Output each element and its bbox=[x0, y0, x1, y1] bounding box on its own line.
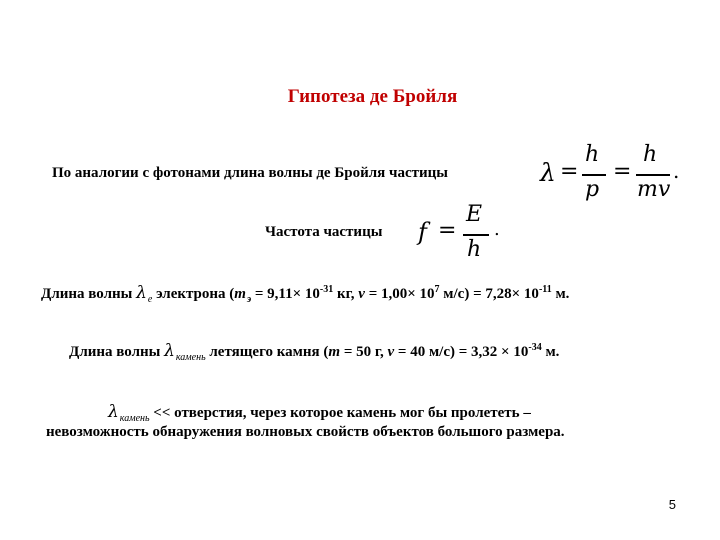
exponent: -34 bbox=[528, 342, 542, 353]
equals-sign: = bbox=[560, 159, 579, 184]
mass-subscript: э bbox=[246, 294, 252, 305]
slide-title: Гипотеза де Бройля bbox=[287, 86, 458, 107]
exponent: -31 bbox=[319, 284, 334, 295]
frequency-formula bbox=[416, 202, 506, 264]
text-segment: = 40 м/с) = 3,32 × 10 bbox=[394, 344, 529, 360]
text-segment: Длина волны bbox=[69, 344, 165, 360]
page-number: 5 bbox=[668, 497, 676, 512]
mass-symbol: m bbox=[328, 344, 341, 360]
conclusion-line-1 bbox=[108, 402, 531, 424]
lambda-subscript: камень bbox=[119, 413, 150, 424]
wavelength-intro-text: По аналогии с фотонами длина волны де Бройля частицы bbox=[52, 165, 448, 181]
velocity-symbol: v bbox=[387, 344, 395, 360]
text-segment: м/с) = 7,28× 10 bbox=[439, 286, 539, 302]
stone-wavelength-line bbox=[69, 341, 559, 363]
text-segment: кг, bbox=[333, 286, 359, 302]
fraction-bar bbox=[463, 234, 489, 236]
electron-wavelength-line bbox=[41, 283, 569, 305]
fraction-bar bbox=[582, 174, 606, 176]
text-segment: = 1,00× 10 bbox=[364, 286, 435, 302]
denominator-h: h bbox=[467, 237, 482, 262]
exponent: -11 bbox=[538, 284, 552, 295]
period: . bbox=[673, 159, 680, 183]
period: . bbox=[494, 219, 500, 240]
lambda-symbol: λ bbox=[108, 402, 119, 422]
lambda-subscript: e bbox=[147, 294, 153, 305]
equals-sign: = bbox=[438, 218, 457, 243]
text-segment: электрона ( bbox=[152, 286, 235, 302]
text-segment: = 9,11× 10 bbox=[251, 286, 320, 302]
lambda-subscript: камень bbox=[175, 352, 206, 363]
denominator-mv: mv bbox=[637, 177, 671, 202]
text-segment: << отверстия, через которое камень мог бы пролететь – bbox=[149, 405, 531, 421]
frequency-intro-text: Частота частицы bbox=[265, 224, 383, 240]
equals-sign: = bbox=[613, 159, 632, 184]
text-segment: Длина волны bbox=[41, 286, 137, 302]
lambda-symbol: λ bbox=[136, 283, 147, 303]
mass-symbol: m bbox=[234, 286, 246, 302]
text-segment: м. bbox=[541, 344, 560, 360]
fraction-bar bbox=[636, 174, 670, 176]
lambda-symbol: λ bbox=[164, 341, 175, 361]
numerator-h: h bbox=[643, 142, 658, 167]
text-segment: летящего камня ( bbox=[205, 344, 329, 360]
numerator-E: E bbox=[466, 202, 483, 227]
velocity-symbol: v bbox=[358, 286, 365, 302]
conclusion-line-2: невозможность обнаружения волновых свойств объектов большого размера. bbox=[46, 424, 565, 440]
denominator-p: p bbox=[585, 177, 600, 202]
text-segment: = 50 г, bbox=[340, 344, 388, 360]
text-segment: м. bbox=[551, 286, 570, 302]
f-symbol: f bbox=[418, 218, 427, 246]
numerator-h: h bbox=[585, 142, 600, 167]
wavelength-formula bbox=[540, 140, 680, 208]
lambda-symbol: λ bbox=[540, 158, 556, 187]
exponent: 7 bbox=[434, 284, 440, 295]
